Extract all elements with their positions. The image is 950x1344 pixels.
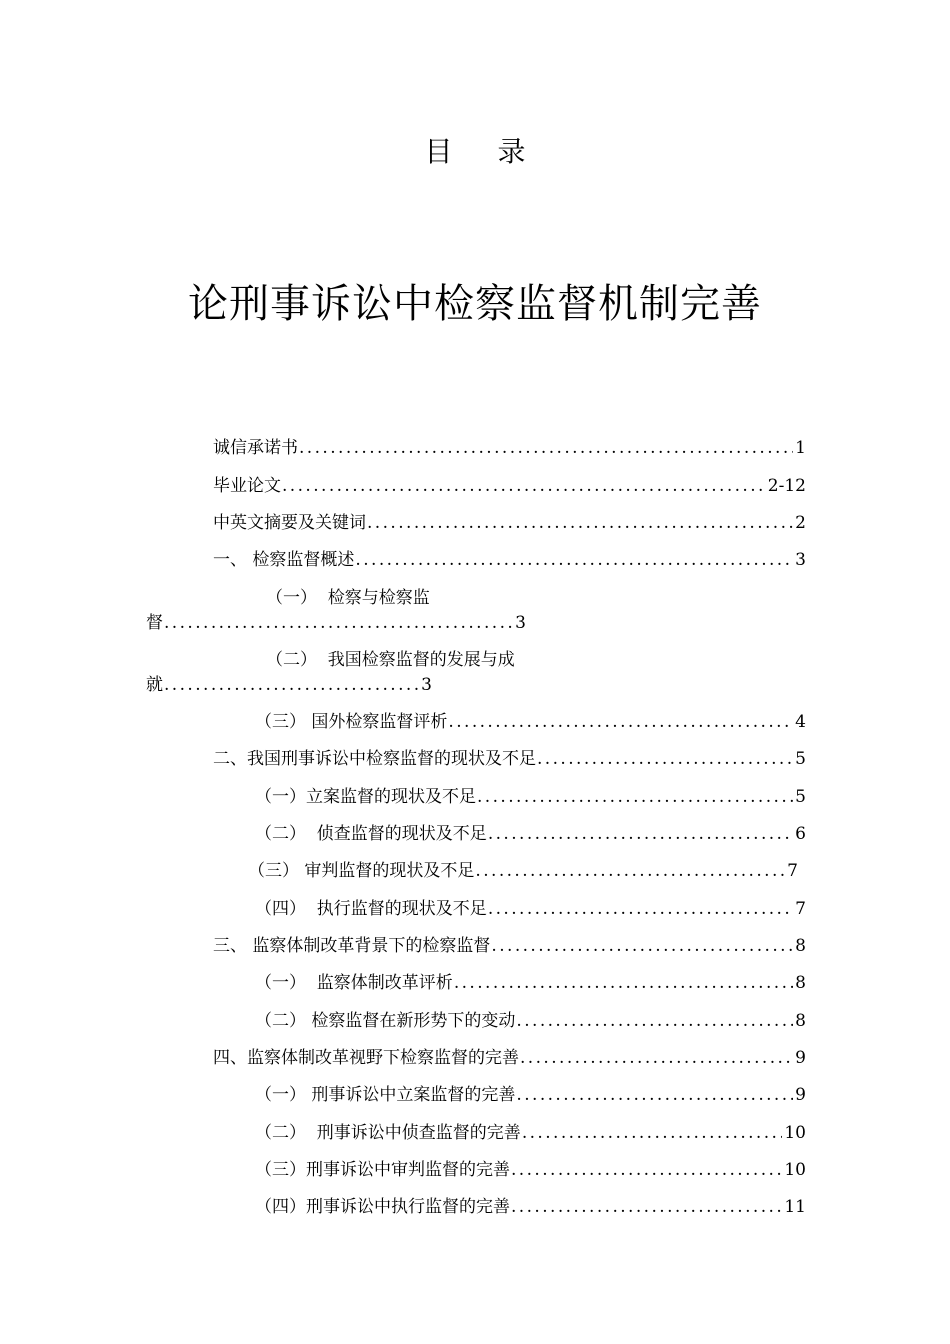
toc-entry-label: （二） 检察监督在新形势下的变动 xyxy=(255,1011,516,1031)
toc-entry-label: （四） 执行监督的现状及不足 xyxy=(255,899,487,919)
toc-entry-page: 2-12 xyxy=(767,476,806,496)
toc-entry xyxy=(213,747,806,771)
toc-entry xyxy=(255,710,806,734)
toc-dot-leader xyxy=(355,548,793,572)
toc-entry-label: （二） 侦查监督的现状及不足 xyxy=(255,824,487,844)
toc-entry xyxy=(255,1009,806,1033)
toc-entry xyxy=(213,474,806,498)
toc-entry-label: 诚信承诺书 xyxy=(213,438,298,458)
toc-dot-leader xyxy=(511,1195,782,1219)
document-title: 论刑事诉讼中检察监督机制完善 xyxy=(188,281,762,327)
toc-entry xyxy=(248,859,798,883)
toc-entry xyxy=(255,1195,806,1219)
toc-dot-leader xyxy=(511,1158,782,1182)
toc-entry-page: 2 xyxy=(795,513,806,533)
toc-entry-label: （一） 刑事诉讼中立案监督的完善 xyxy=(255,1085,516,1105)
toc-entry-label: 毕业论文 xyxy=(213,476,281,496)
toc-dot-leader xyxy=(164,611,513,635)
toc-dot-leader xyxy=(522,1121,783,1145)
toc-entry-page: 11 xyxy=(784,1197,806,1217)
toc-heading: 目 录 xyxy=(424,135,544,168)
toc-entry-page: 8 xyxy=(795,936,806,956)
toc-entry xyxy=(213,511,806,535)
toc-dot-leader xyxy=(488,897,793,921)
toc-entry-label: （三） 国外检察监督评析 xyxy=(255,712,448,732)
toc-dot-leader xyxy=(520,1046,793,1070)
toc-dot-leader xyxy=(367,511,793,535)
toc-entry-label: （三）刑事诉讼中审判监督的完善 xyxy=(255,1160,510,1180)
toc-dot-leader xyxy=(477,785,793,809)
toc-dot-leader xyxy=(475,859,785,883)
toc-entry-label-line2: 督 xyxy=(146,613,163,633)
toc-dot-leader xyxy=(164,673,419,697)
toc-entry-label: 四、监察体制改革视野下检察监督的完善 xyxy=(213,1048,519,1068)
toc-dot-leader xyxy=(488,822,793,846)
toc-entry xyxy=(255,1121,806,1145)
toc-entry-page: 7 xyxy=(787,861,798,881)
toc-dot-leader xyxy=(516,1083,793,1107)
toc-entry xyxy=(255,1158,806,1182)
toc-entry-page: 1 xyxy=(795,438,806,458)
toc-entry-label-line1: （二） 我国检察监督的发展与成 xyxy=(266,650,515,670)
toc-entry-label: （一） 监察体制改革评析 xyxy=(255,973,453,993)
toc-entry xyxy=(213,548,806,572)
toc-entry-page: 10 xyxy=(784,1123,806,1143)
toc-entry-label: 二、我国刑事诉讼中检察监督的现状及不足 xyxy=(213,749,536,769)
toc-entry-page: 3 xyxy=(795,550,806,570)
toc-entry-label-line2: 就 xyxy=(146,675,163,695)
toc-entry-label: （二） 刑事诉讼中侦查监督的完善 xyxy=(255,1123,521,1143)
toc-entry-page: 3 xyxy=(515,613,526,633)
toc-dot-leader xyxy=(448,710,793,734)
toc-entry-page: 9 xyxy=(795,1048,806,1068)
toc-entry-label: （四）刑事诉讼中执行监督的完善 xyxy=(255,1197,510,1217)
toc-entry-page: 3 xyxy=(421,675,432,695)
toc-entry xyxy=(213,436,806,460)
toc-entry xyxy=(255,1083,806,1107)
toc-dot-leader xyxy=(454,971,793,995)
toc-entry-page: 10 xyxy=(784,1160,806,1180)
toc-entry-page: 6 xyxy=(795,824,806,844)
toc-entry xyxy=(255,897,806,921)
toc-entry-page: 7 xyxy=(795,899,806,919)
toc-entry-page: 8 xyxy=(795,1011,806,1031)
toc-entry-label-line1: （一） 检察与检察监 xyxy=(266,588,430,608)
toc-entry xyxy=(255,971,806,995)
toc-dot-leader xyxy=(282,474,766,498)
toc-entry-label: （三） 审判监督的现状及不足 xyxy=(248,861,475,881)
toc-entry xyxy=(146,611,526,635)
toc-entry-page: 4 xyxy=(795,712,806,732)
toc-entry xyxy=(213,1046,806,1070)
toc-entry-page: 5 xyxy=(795,749,806,769)
toc-dot-leader xyxy=(299,436,793,460)
toc-entry-label: 三、 监察体制改革背景下的检察监督 xyxy=(213,936,491,956)
toc-dot-leader xyxy=(537,747,793,771)
toc-entry xyxy=(255,785,806,809)
toc-entry-page: 8 xyxy=(795,973,806,993)
toc-dot-leader xyxy=(491,934,793,958)
toc-entry-page: 5 xyxy=(795,787,806,807)
toc-entry-label: （一）立案监督的现状及不足 xyxy=(255,787,476,807)
toc-entry xyxy=(146,673,432,697)
toc-entry-label: 中英文摘要及关键词 xyxy=(213,513,366,533)
toc-entry-label: 一、 检察监督概述 xyxy=(213,550,355,570)
toc-entry xyxy=(255,822,806,846)
toc-entry xyxy=(213,934,806,958)
toc-dot-leader xyxy=(516,1009,793,1033)
toc-entry-page: 9 xyxy=(795,1085,806,1105)
